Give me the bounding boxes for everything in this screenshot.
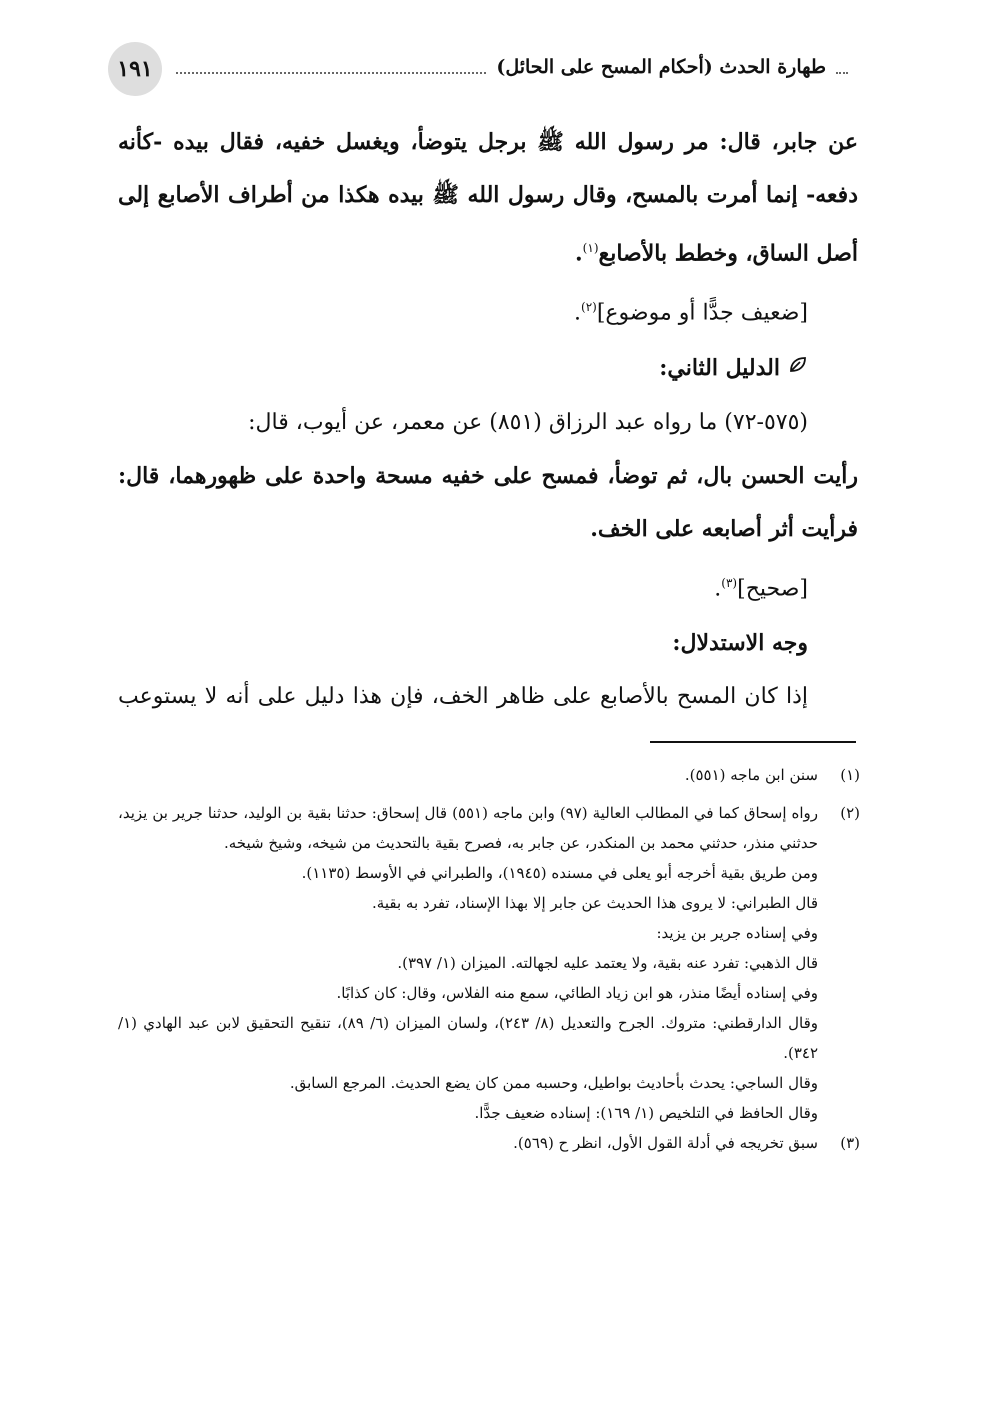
header-title: طهارة الحدث (أحكام المسح على الحائل) xyxy=(496,56,826,78)
footnote-number: (١) xyxy=(840,766,860,784)
footnote-text: ومن طريق بقية أخرجه أبو يعلى في مسنده (١٩٤٥)، والطبراني في الأوسط (١١٣٥). xyxy=(301,864,818,882)
header-title-row xyxy=(176,56,848,78)
footnote-text: سبق تخريجه في أدلة القول الأول، انظر ح (٥٦٩). xyxy=(513,1134,818,1152)
header-dots-left xyxy=(176,60,486,74)
footnote-divider xyxy=(650,741,856,743)
reasoning-text: إذا كان المسح بالأصابع على ظاهر الخف، فإن هذا دليل على أنه لا يستوعب xyxy=(118,683,808,709)
footnote-number: (٢) xyxy=(840,804,860,822)
footnote-text: وفي إسناده جرير بن يزيد: xyxy=(656,924,818,942)
footnotes xyxy=(118,760,860,1158)
footnote-ref-1[interactable]: (١) xyxy=(582,241,599,255)
footnote-3 xyxy=(118,1128,860,1158)
section-heading-row xyxy=(118,341,858,396)
footnote-text: قال الطبراني: لا يروى هذا الحديث عن جابر إلا بهذا الإسناد، تفرد به بقية. xyxy=(372,894,818,912)
main-text xyxy=(118,116,858,724)
section-heading: الدليل الثاني: xyxy=(659,354,780,381)
leaf-icon xyxy=(788,342,808,396)
grade-end-1: . xyxy=(574,300,581,326)
reasoning-heading: وجه الاستدلال: xyxy=(672,629,808,656)
hadith-paragraph-1 xyxy=(118,116,858,280)
footnote-number: (٣) xyxy=(840,1134,860,1152)
footnote-text: وقال الساجي: يحدث بأحاديث بواطيل، وحسبه ممن كان يضع الحديث. المرجع السابق. xyxy=(289,1074,818,1092)
footnote-text: سنن ابن ماجه (٥٥١). xyxy=(684,766,818,784)
hadith-end-1: . xyxy=(575,240,583,267)
footnote-ref-3[interactable]: (٣) xyxy=(721,575,738,590)
header-dots-right xyxy=(836,60,848,74)
footnote-text: وفي إسناده أيضًا منذر، هو ابن زياد الطائي، سمع منه الفلاس، وقال: كان كذابًا. xyxy=(336,984,818,1002)
footnote-text: وقال الحافظ في التلخيص (١/ ١٦٩): إسناده ضعيف جدًّا. xyxy=(474,1104,818,1122)
hadith-paragraph-2: رأيت الحسن بال، ثم توضأ، فمسح على خفيه مسحة واحدة على ظهورهما، قال: فرأيت أثر أصابعه على الخف. xyxy=(118,462,858,542)
hadith-text-1: عن جابر، قال: مر رسول الله ﷺ برجل يتوضأ، ويغسل خفيه، فقال بيده -كأنه دفعه- إنما أمرت بالمسح، وقال رسول الله ﷺ بيده هكذا من أطراف الأصابع إلى أصل الساق، وخطط بالأصابع xyxy=(118,129,858,267)
footnote-text: رواه إسحاق كما في المطالب العالية (٩٧) وابن ماجه (٥٥١) قال إسحاق: حدثنا بقية بن الوليد، حدثنا جرير بن يزيد، حدثني منذر، حدثني محمد بن المنكدر، عن جابر به، فصرح بقية بالتحديث من شيخه، وشيخ شيخه. xyxy=(118,804,818,852)
grade-line-2 xyxy=(118,556,858,616)
grade-text-1: [ضعيف جدًّا أو موضوع] xyxy=(596,300,808,326)
grade-line-1 xyxy=(118,280,858,340)
narration-line: (٥٧٥-٧٢) ما رواه عبد الرزاق (٨٥١) عن معمر، عن أيوب، قال: xyxy=(248,409,808,435)
grade-text-2: [صحيح] xyxy=(737,575,808,601)
footnote-text: قال الذهبي: تفرد عنه بقية، ولا يعتمد عليه لجهالته. الميزان (١/ ٣٩٧). xyxy=(397,954,818,972)
running-header xyxy=(108,42,848,100)
footnote-text: وقال الدارقطني: متروك. الجرح والتعديل (٨/ ٢٤٣)، ولسان الميزان (٦/ ٨٩)، تنقيح التحقيق لابن عبد الهادي (١/ ٣٤٢). xyxy=(118,1014,818,1062)
footnote-1 xyxy=(118,760,860,790)
footnote-2 xyxy=(118,798,860,1128)
footnote-ref-2[interactable]: (٢) xyxy=(581,300,597,315)
page-number: ١٩١ xyxy=(108,42,162,96)
grade-end-2: . xyxy=(714,575,722,601)
